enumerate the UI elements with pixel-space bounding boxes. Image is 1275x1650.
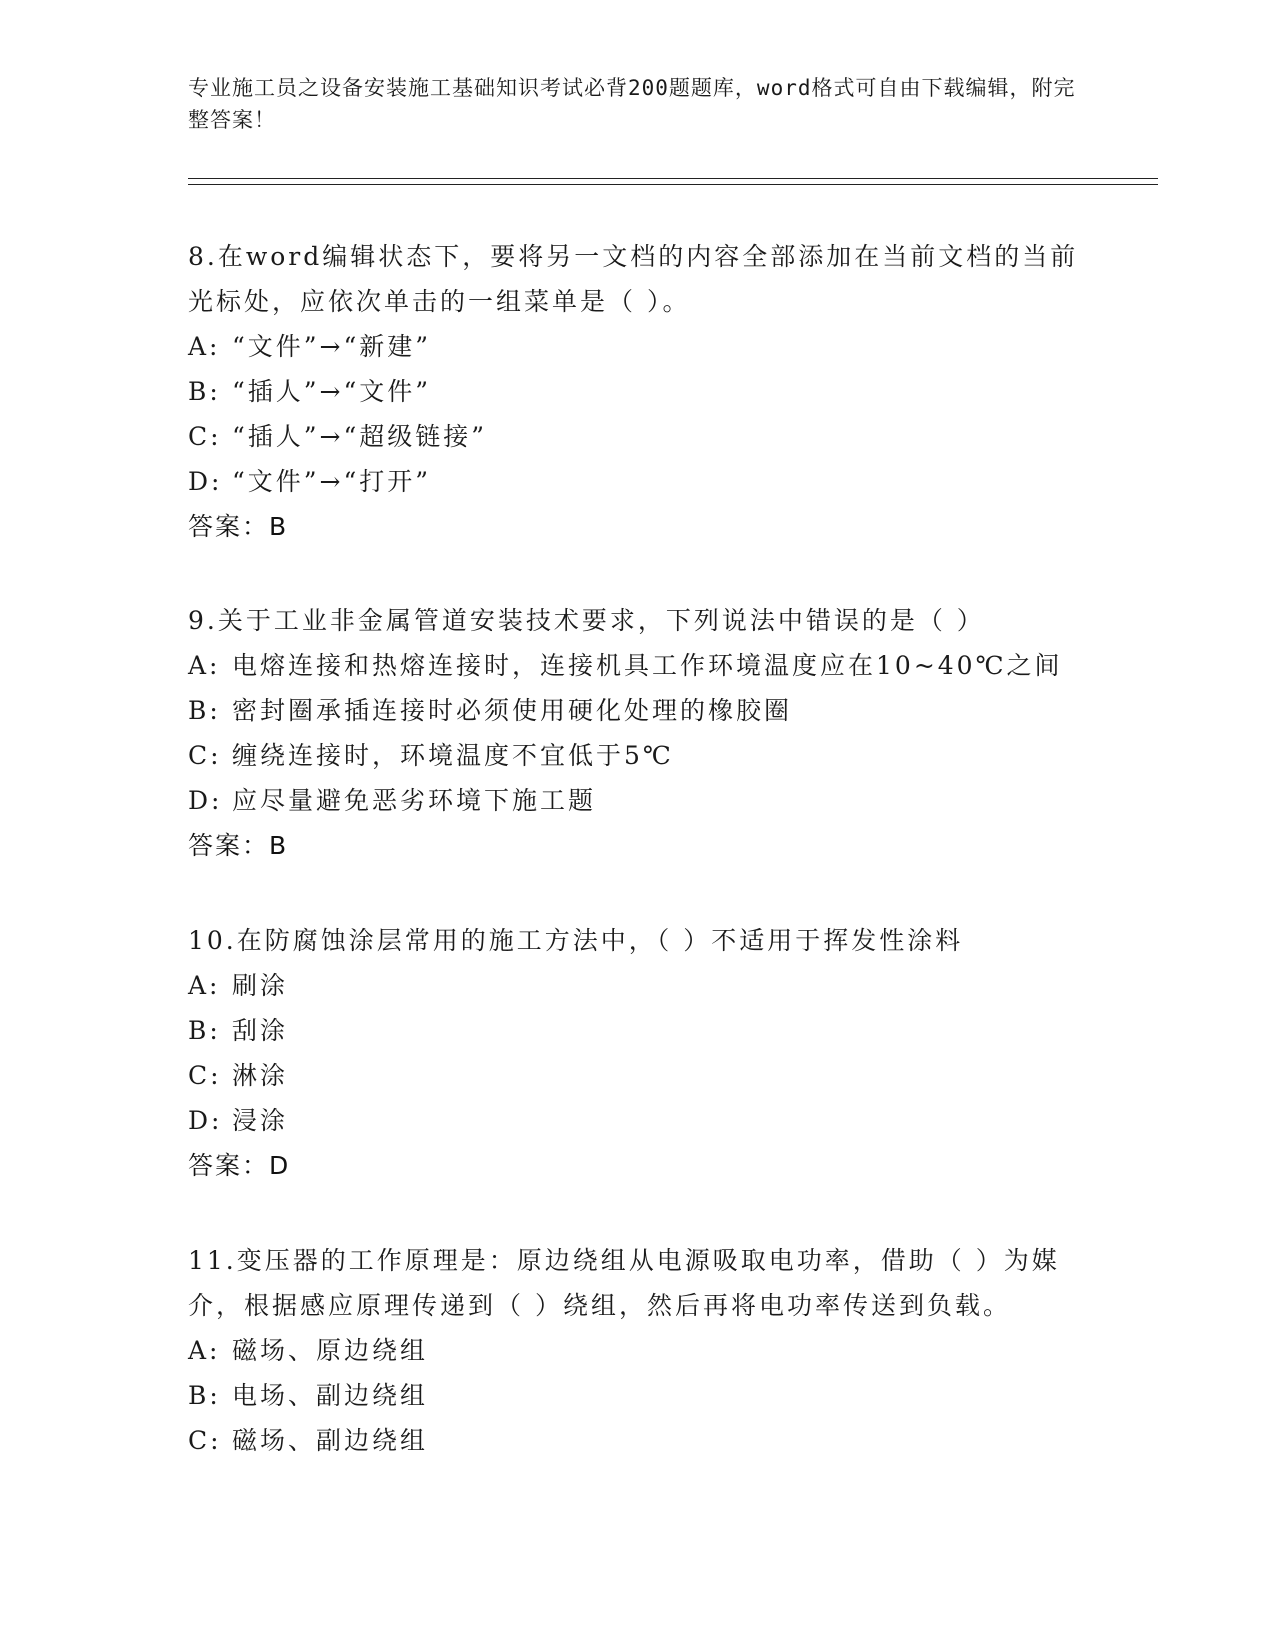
option-c xyxy=(188,414,1088,459)
header-divider-bottom xyxy=(188,184,1158,185)
question-stem: 8.在word编辑状态下，要将另一文档的内容全部添加在当前文档的当前光标处，应依次单击的一组菜单是（ ）。 xyxy=(188,242,1079,316)
answer: 答案：B xyxy=(188,512,289,541)
option-text: “插人”→“超级链接” xyxy=(232,422,488,451)
question-10 xyxy=(188,918,1088,1189)
answer: 答案：D xyxy=(188,1151,291,1180)
option-text: 淋涂 xyxy=(232,1061,289,1090)
option-label: D: xyxy=(188,1106,223,1135)
option-text: 电场、副边绕组 xyxy=(232,1381,429,1410)
option-label: D: xyxy=(188,786,223,815)
option-text: “文件”→“打开” xyxy=(232,467,432,496)
header-divider-top xyxy=(188,178,1158,179)
option-a xyxy=(188,963,1088,1008)
option-c xyxy=(188,1418,1088,1463)
option-label: C: xyxy=(188,741,222,770)
option-text: 刮涂 xyxy=(232,1016,289,1045)
option-label: A: xyxy=(188,332,221,361)
option-text: “文件”→“新建” xyxy=(232,332,432,361)
option-a xyxy=(188,643,1088,688)
option-d xyxy=(188,459,1088,504)
option-label: A: xyxy=(188,1336,221,1365)
question-11 xyxy=(188,1238,1088,1463)
question-stem: 11.变压器的工作原理是：原边绕组从电源吸取电功率，借助（ ）为媒介，根据感应原理传递到（ ）绕组，然后再将电功率传送到负载。 xyxy=(188,1246,1060,1320)
option-label: D: xyxy=(188,467,223,496)
option-label: B: xyxy=(188,377,221,406)
answer: 答案：B xyxy=(188,831,289,860)
option-a xyxy=(188,324,1088,369)
document-header: 专业施工员之设备安装施工基础知识考试必背200题题库，word格式可自由下载编辑，附完整答案！ xyxy=(188,76,1076,132)
option-text: 密封圈承插连接时必须使用硬化处理的橡胶圈 xyxy=(232,696,793,725)
option-label: A: xyxy=(188,971,221,1000)
option-d xyxy=(188,1098,1088,1143)
option-label: C: xyxy=(188,1426,222,1455)
option-text: 缠绕连接时，环境温度不宜低于5℃ xyxy=(232,741,674,770)
option-text: “插人”→“文件” xyxy=(232,377,432,406)
question-8 xyxy=(188,234,1088,550)
option-label: B: xyxy=(188,1381,221,1410)
option-b xyxy=(188,688,1088,733)
option-text: 应尽量避免恶劣环境下施工题 xyxy=(232,786,597,815)
option-c xyxy=(188,733,1088,778)
option-label: C: xyxy=(188,1061,222,1090)
option-c xyxy=(188,1053,1088,1098)
option-text: 浸涂 xyxy=(232,1106,289,1135)
question-stem: 9.关于工业非金属管道安装技术要求，下列说法中错误的是（ ） xyxy=(188,606,985,635)
option-a xyxy=(188,1328,1088,1373)
option-label: A: xyxy=(188,651,221,680)
option-text: 磁场、副边绕组 xyxy=(232,1426,429,1455)
option-b xyxy=(188,1008,1088,1053)
option-text: 磁场、原边绕组 xyxy=(232,1336,429,1365)
question-stem: 10.在防腐蚀涂层常用的施工方法中，（ ）不适用于挥发性涂料 xyxy=(188,926,964,955)
option-label: B: xyxy=(188,1016,221,1045)
option-b xyxy=(188,1373,1088,1418)
option-label: C: xyxy=(188,422,222,451)
option-label: B: xyxy=(188,696,221,725)
option-text: 电熔连接和热熔连接时，连接机具工作环境温度应在10~40℃之间 xyxy=(232,651,1063,680)
option-d xyxy=(188,778,1088,823)
option-b xyxy=(188,369,1088,414)
question-9 xyxy=(188,598,1088,869)
option-text: 刷涂 xyxy=(232,971,289,1000)
